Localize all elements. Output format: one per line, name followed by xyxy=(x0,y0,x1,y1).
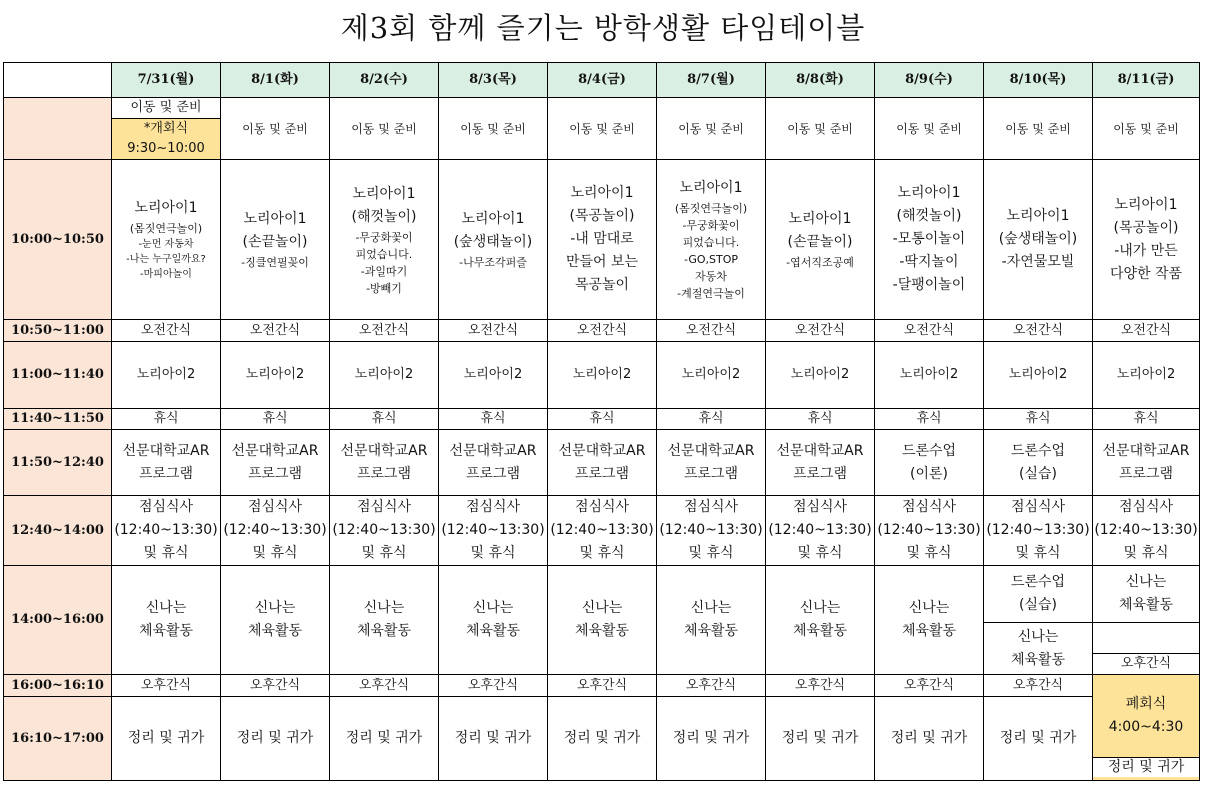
prep-cell: 이동 및 준비 xyxy=(221,98,330,160)
sports-cell xyxy=(330,566,439,675)
activity-title: 노리아이1 xyxy=(134,200,198,216)
lunch-line3: 및 휴식 xyxy=(1123,545,1169,561)
activity-title: 노리아이1 xyxy=(897,185,961,201)
ar-program-line1: 선문대학교AR xyxy=(776,442,864,459)
time-cell: 16:00~16:10 xyxy=(4,675,112,697)
ar-program-cell xyxy=(330,430,439,496)
dismiss-cell: 정리 및 귀가 xyxy=(657,697,766,781)
corner-cell xyxy=(4,63,112,98)
ar-program-line2: 프로그램 xyxy=(247,465,303,482)
ar-program-line1: 선문대학교AR xyxy=(231,442,319,459)
dismiss-cell: 정리 및 귀가 xyxy=(221,697,330,781)
activity-item: -방빼기 xyxy=(366,281,402,295)
day-header: 8/10(목) xyxy=(984,63,1093,98)
nori2-cell: 노리아이2 xyxy=(875,342,984,409)
ar-program-cell xyxy=(439,430,548,496)
snack-cell: 오후간식 xyxy=(984,675,1093,697)
schedule-row xyxy=(4,160,1200,320)
activity-title: 노리아이1 xyxy=(679,180,743,196)
activity-item: -달팽이놀이 xyxy=(892,277,966,293)
ar-program-cell xyxy=(657,430,766,496)
dismiss-cell: 정리 및 귀가 xyxy=(984,697,1093,781)
activity-item: -자연물모빌 xyxy=(1001,254,1075,270)
sports-line2: 체육활동 xyxy=(465,623,521,639)
sports-line2: 체육활동 xyxy=(247,623,303,639)
activity-item: 자동차 xyxy=(695,270,727,283)
activity-item: 피었습니다. xyxy=(355,247,413,261)
dismiss-cell: 정리 및 귀가 xyxy=(330,697,439,781)
lunch-line3: 및 휴식 xyxy=(470,545,516,561)
page-title: 제3회 함께 즐기는 방학생활 타임테이블 xyxy=(340,11,866,45)
sports-line2: 체육활동 xyxy=(901,623,957,639)
sports-cell xyxy=(984,623,1093,675)
activity-sub: (숲생태놀이) xyxy=(453,234,533,250)
snack-cell: 오후간식 xyxy=(548,675,657,697)
day-header: 8/7(월) xyxy=(657,63,766,98)
snack-cell: 오전간식 xyxy=(984,320,1093,342)
activity-item: -눈먼 자동차 xyxy=(138,239,194,250)
ar-program-line2: 프로그램 xyxy=(574,465,630,482)
snack-cell: 오전간식 xyxy=(766,320,875,342)
lunch-cell xyxy=(984,496,1093,566)
ar-program-line2: 프로그램 xyxy=(138,465,194,482)
schedule-row xyxy=(4,430,1200,496)
activity-title: 노리아이1 xyxy=(1006,208,1070,224)
nori1-cell xyxy=(875,160,984,320)
nori1-cell xyxy=(439,160,548,320)
activity-item: -모통이놀이 xyxy=(892,231,966,247)
activity-sub: (숲생태놀이) xyxy=(998,231,1078,247)
drone-practice-cell xyxy=(984,566,1093,623)
sports-cell xyxy=(112,566,221,675)
lunch-line3: 및 휴식 xyxy=(797,545,843,561)
activity-item: -GO,STOP xyxy=(683,253,739,266)
lunch-line3: 및 휴식 xyxy=(1015,545,1061,561)
activity-item: -내가 만든 xyxy=(1114,242,1178,259)
snack-cell: 오후간식 xyxy=(657,675,766,697)
opening-title: *개회식 xyxy=(143,121,189,136)
ar-program-cell xyxy=(548,430,657,496)
schedule-row xyxy=(4,566,1200,623)
ar-program-line1: 선문대학교AR xyxy=(122,442,210,459)
closing-time: 4:00~4:30 xyxy=(1108,719,1184,735)
lunch-line1: 점심식사 xyxy=(792,499,848,515)
nori2-cell: 노리아이2 xyxy=(766,342,875,409)
rest-cell: 휴식 xyxy=(330,409,439,430)
activity-item: -나무조각퍼즐 xyxy=(459,256,527,269)
activity-sub: (손끝놀이) xyxy=(787,234,853,250)
lunch-line1: 점심식사 xyxy=(1118,499,1174,515)
prep-cell: 이동 및 준비 xyxy=(875,98,984,160)
dismiss-cell: 정리 및 귀가 xyxy=(112,697,221,781)
schedule-row xyxy=(4,496,1200,566)
drone-practice-cell xyxy=(984,430,1093,496)
lunch-line1: 점심식사 xyxy=(356,499,412,515)
snack-cell: 오전간식 xyxy=(548,320,657,342)
activity-item: -엽서직조공예 xyxy=(786,256,854,269)
sports-line2: 체육활동 xyxy=(138,623,194,639)
nori2-cell: 노리아이2 xyxy=(221,342,330,409)
sports-line1: 신나는 xyxy=(1125,574,1167,590)
lunch-line3: 및 휴식 xyxy=(252,545,298,561)
lunch-line2: (12:40~13:30) xyxy=(986,522,1090,538)
snack-cell: 오후간식 xyxy=(439,675,548,697)
header-row xyxy=(4,63,1200,98)
sports-line1: 신나는 xyxy=(581,600,623,616)
snack-cell: 오후간식 xyxy=(221,675,330,697)
activity-item: -나는 누구일까요? xyxy=(126,254,206,265)
lunch-line1: 점심식사 xyxy=(683,499,739,515)
sports-cell xyxy=(439,566,548,675)
drone-line1: 드론수업 xyxy=(901,442,957,459)
lunch-line2: (12:40~13:30) xyxy=(223,522,327,538)
ar-program-cell xyxy=(766,430,875,496)
ar-program-line2: 프로그램 xyxy=(683,465,739,482)
schedule-row xyxy=(4,342,1200,409)
ar-program-cell xyxy=(221,430,330,496)
lunch-cell xyxy=(766,496,875,566)
opening-ceremony-cell xyxy=(112,119,221,160)
nori1-cell xyxy=(330,160,439,320)
lunch-line2: (12:40~13:30) xyxy=(768,522,872,538)
rest-cell: 휴식 xyxy=(766,409,875,430)
lunch-line1: 점심식사 xyxy=(901,499,957,515)
schedule-row xyxy=(4,320,1200,342)
rest-cell: 휴식 xyxy=(984,409,1093,430)
activity-sub: (해껏놀이) xyxy=(351,208,417,225)
activity-item: -계절연극놀이 xyxy=(677,287,745,300)
closing-box xyxy=(1093,675,1199,757)
sports-line2: 체육활동 xyxy=(356,623,412,639)
ar-program-cell xyxy=(112,430,221,496)
snack-cell: 오전간식 xyxy=(330,320,439,342)
rest-cell: 휴식 xyxy=(1093,409,1200,430)
day-header: 8/8(화) xyxy=(766,63,875,98)
day-header: 8/3(목) xyxy=(439,63,548,98)
time-cell: 12:40~14:00 xyxy=(4,496,112,566)
time-cell: 10:00~10:50 xyxy=(4,160,112,320)
rest-cell: 휴식 xyxy=(112,409,221,430)
ar-program-cell xyxy=(1093,430,1200,496)
snack-cell: 오전간식 xyxy=(112,320,221,342)
ar-program-line1: 선문대학교AR xyxy=(1102,442,1190,459)
ar-program-line2: 프로그램 xyxy=(465,465,521,482)
ar-program-line1: 선문대학교AR xyxy=(667,442,755,459)
sports-line2: 체육활동 xyxy=(1010,651,1066,668)
drone-theory-cell xyxy=(875,430,984,496)
lunch-line1: 점심식사 xyxy=(465,499,521,515)
time-cell: 11:00~11:40 xyxy=(4,342,112,409)
time-cell: 16:10~17:00 xyxy=(4,697,112,781)
lunch-line2: (12:40~13:30) xyxy=(877,522,981,538)
snack-cell: 오전간식 xyxy=(657,320,766,342)
activity-item: -과일따기 xyxy=(360,264,408,278)
prep-cell: 이동 및 준비 xyxy=(548,98,657,160)
ar-program-line2: 프로그램 xyxy=(792,465,848,482)
snack-cell: 오전간식 xyxy=(221,320,330,342)
ar-program-line1: 선문대학교AR xyxy=(449,442,537,459)
activity-title: 노리아이1 xyxy=(1114,196,1178,213)
nori2-cell: 노리아이2 xyxy=(439,342,548,409)
time-cell: 11:40~11:50 xyxy=(4,409,112,430)
lunch-cell xyxy=(657,496,766,566)
nori2-cell: 노리아이2 xyxy=(1093,342,1200,409)
snack-cell: 오전간식 xyxy=(875,320,984,342)
closing-title: 폐회식 xyxy=(1125,696,1167,712)
sports-cell xyxy=(221,566,330,675)
nori1-cell xyxy=(548,160,657,320)
dismiss-cell: 정리 및 귀가 xyxy=(439,697,548,781)
nori2-cell: 노리아이2 xyxy=(657,342,766,409)
ar-program-line2: 프로그램 xyxy=(1118,465,1174,482)
activity-item: 목공놀이 xyxy=(574,277,630,293)
sports-cell xyxy=(657,566,766,675)
ar-program-line1: 선문대학교AR xyxy=(558,442,646,459)
activity-item: -마피아놀이 xyxy=(140,269,192,280)
sports-line1: 신나는 xyxy=(690,600,732,616)
lunch-cell xyxy=(548,496,657,566)
nori1-cell xyxy=(221,160,330,320)
activity-sub: (목공놀이) xyxy=(1113,219,1179,236)
day-header: 8/1(화) xyxy=(221,63,330,98)
drone-line1: 드론수업 xyxy=(1010,442,1066,459)
sports-line2: 체육활동 xyxy=(574,623,630,639)
activity-sub: (목공놀이) xyxy=(569,208,635,224)
nori2-cell: 노리아이2 xyxy=(330,342,439,409)
prep-cell: 이동 및 준비 xyxy=(439,98,548,160)
sports-line2: 체육활동 xyxy=(683,623,739,639)
ar-program-line2: 프로그램 xyxy=(356,465,412,482)
activity-sub: (손끝놀이) xyxy=(242,234,308,250)
prep-cell: 이동 및 준비 xyxy=(1093,98,1200,160)
activity-sub: (해껏놀이) xyxy=(896,208,962,224)
activity-sub: (몸짓연극놀이) xyxy=(674,202,748,215)
snack-cell: 오후간식 xyxy=(875,675,984,697)
snack-cell xyxy=(1093,623,1200,675)
day-header: 8/4(금) xyxy=(548,63,657,98)
nori1-cell xyxy=(984,160,1093,320)
nori1-cell xyxy=(657,160,766,320)
prep-cell: 이동 및 준비 xyxy=(657,98,766,160)
dismiss-cell: 정리 및 귀가 xyxy=(548,697,657,781)
rest-cell: 휴식 xyxy=(439,409,548,430)
drone-line2: (이론) xyxy=(910,465,948,482)
sports-cell xyxy=(766,566,875,675)
day-header: 8/2(수) xyxy=(330,63,439,98)
dismiss-cell: 정리 및 귀가 xyxy=(1093,757,1199,777)
lunch-line1: 점심식사 xyxy=(574,499,630,515)
lunch-line2: (12:40~13:30) xyxy=(332,522,436,538)
lunch-line2: (12:40~13:30) xyxy=(441,522,545,538)
snack-cell: 오전간식 xyxy=(1093,320,1200,342)
activity-item: -딱지놀이 xyxy=(899,254,959,270)
closing-ceremony-cell xyxy=(1093,675,1200,781)
sports-cell xyxy=(548,566,657,675)
time-cell: 10:50~11:00 xyxy=(4,320,112,342)
nori1-cell xyxy=(766,160,875,320)
activity-item: -무궁화꽃이 xyxy=(682,219,740,232)
activity-title: 노리아이1 xyxy=(461,211,525,227)
sports-line1: 신나는 xyxy=(799,600,841,616)
snack-cell: 오후간식 xyxy=(112,675,221,697)
nori2-cell: 노리아이2 xyxy=(548,342,657,409)
lunch-line3: 및 휴식 xyxy=(143,545,189,561)
sports-cell xyxy=(875,566,984,675)
activity-title: 노리아이1 xyxy=(788,211,852,227)
lunch-cell xyxy=(1093,496,1200,566)
day-header: 7/31(월) xyxy=(112,63,221,98)
sports-line2: 체육활동 xyxy=(1118,597,1174,613)
rest-cell: 휴식 xyxy=(875,409,984,430)
rest-cell: 휴식 xyxy=(221,409,330,430)
activity-title: 노리아이1 xyxy=(352,185,416,202)
lunch-line2: (12:40~13:30) xyxy=(114,522,218,538)
nori1-cell xyxy=(112,160,221,320)
day-header: 8/11(금) xyxy=(1093,63,1200,98)
dismiss-cell: 정리 및 귀가 xyxy=(766,697,875,781)
nori2-cell: 노리아이2 xyxy=(984,342,1093,409)
ar-program-line1: 선문대학교AR xyxy=(340,442,428,459)
sports-line2: 체육활동 xyxy=(792,623,848,639)
time-blank xyxy=(4,98,112,160)
activity-sub: (몸짓연극놀이) xyxy=(129,222,203,235)
lunch-line2: (12:40~13:30) xyxy=(659,522,763,538)
activity-item: -내 맘대로 xyxy=(570,231,634,247)
snack-cell: 오후간식 xyxy=(330,675,439,697)
schedule-row xyxy=(4,409,1200,430)
sports-line1: 신나는 xyxy=(908,600,950,616)
sports-line1: 신나는 xyxy=(145,600,187,616)
lunch-cell xyxy=(221,496,330,566)
snack-label: 오후간식 xyxy=(1093,653,1199,674)
rest-cell: 휴식 xyxy=(657,409,766,430)
day-header: 8/9(수) xyxy=(875,63,984,98)
prep-cell: 이동 및 준비 xyxy=(766,98,875,160)
lunch-line3: 및 휴식 xyxy=(906,545,952,561)
lunch-line1: 점심식사 xyxy=(138,499,194,515)
time-cell: 14:00~16:00 xyxy=(4,566,112,675)
sports-line1: 신나는 xyxy=(472,600,514,616)
time-cell: 11:50~12:40 xyxy=(4,430,112,496)
lunch-cell xyxy=(330,496,439,566)
lunch-cell xyxy=(112,496,221,566)
lunch-line1: 점심식사 xyxy=(1010,499,1066,515)
sports-line1: 신나는 xyxy=(1017,628,1059,645)
snack-cell: 오후간식 xyxy=(766,675,875,697)
schedule-row xyxy=(4,675,1200,697)
sports-line1: 신나는 xyxy=(363,600,405,616)
activity-item: 만들어 보는 xyxy=(565,254,639,270)
lunch-line2: (12:40~13:30) xyxy=(550,522,654,538)
nori1-cell xyxy=(1093,160,1200,320)
activity-item: 다양한 작품 xyxy=(1109,265,1183,282)
lunch-line3: 및 휴식 xyxy=(361,545,407,561)
lunch-line1: 점심식사 xyxy=(247,499,303,515)
rest-cell: 휴식 xyxy=(548,409,657,430)
activity-title: 노리아이1 xyxy=(570,185,634,201)
lunch-line3: 및 휴식 xyxy=(579,545,625,561)
opening-time: 9:30~10:00 xyxy=(127,141,205,156)
timetable xyxy=(3,62,1200,781)
prep-cell: 이동 및 준비 xyxy=(112,98,221,119)
activity-item: 피었습니다. xyxy=(682,236,740,249)
lunch-line2: (12:40~13:30) xyxy=(1094,522,1198,538)
drone-line2: (실습) xyxy=(1019,597,1057,613)
drone-line2: (실습) xyxy=(1019,465,1057,482)
snack-cell: 오전간식 xyxy=(439,320,548,342)
lunch-cell xyxy=(875,496,984,566)
lunch-line3: 및 휴식 xyxy=(688,545,734,561)
activity-item: -무궁화꽃이 xyxy=(355,230,413,244)
sports-line1: 신나는 xyxy=(254,600,296,616)
activity-title: 노리아이1 xyxy=(243,211,307,227)
dismiss-cell: 정리 및 귀가 xyxy=(875,697,984,781)
activity-item: -징클연필꽂이 xyxy=(241,256,309,269)
schedule-row xyxy=(4,697,1200,781)
prep-row xyxy=(4,98,1200,119)
prep-cell: 이동 및 준비 xyxy=(984,98,1093,160)
lunch-cell xyxy=(439,496,548,566)
nori2-cell: 노리아이2 xyxy=(112,342,221,409)
sports-cell xyxy=(1093,566,1200,623)
prep-cell: 이동 및 준비 xyxy=(330,98,439,160)
drone-line1: 드론수업 xyxy=(1010,574,1066,590)
